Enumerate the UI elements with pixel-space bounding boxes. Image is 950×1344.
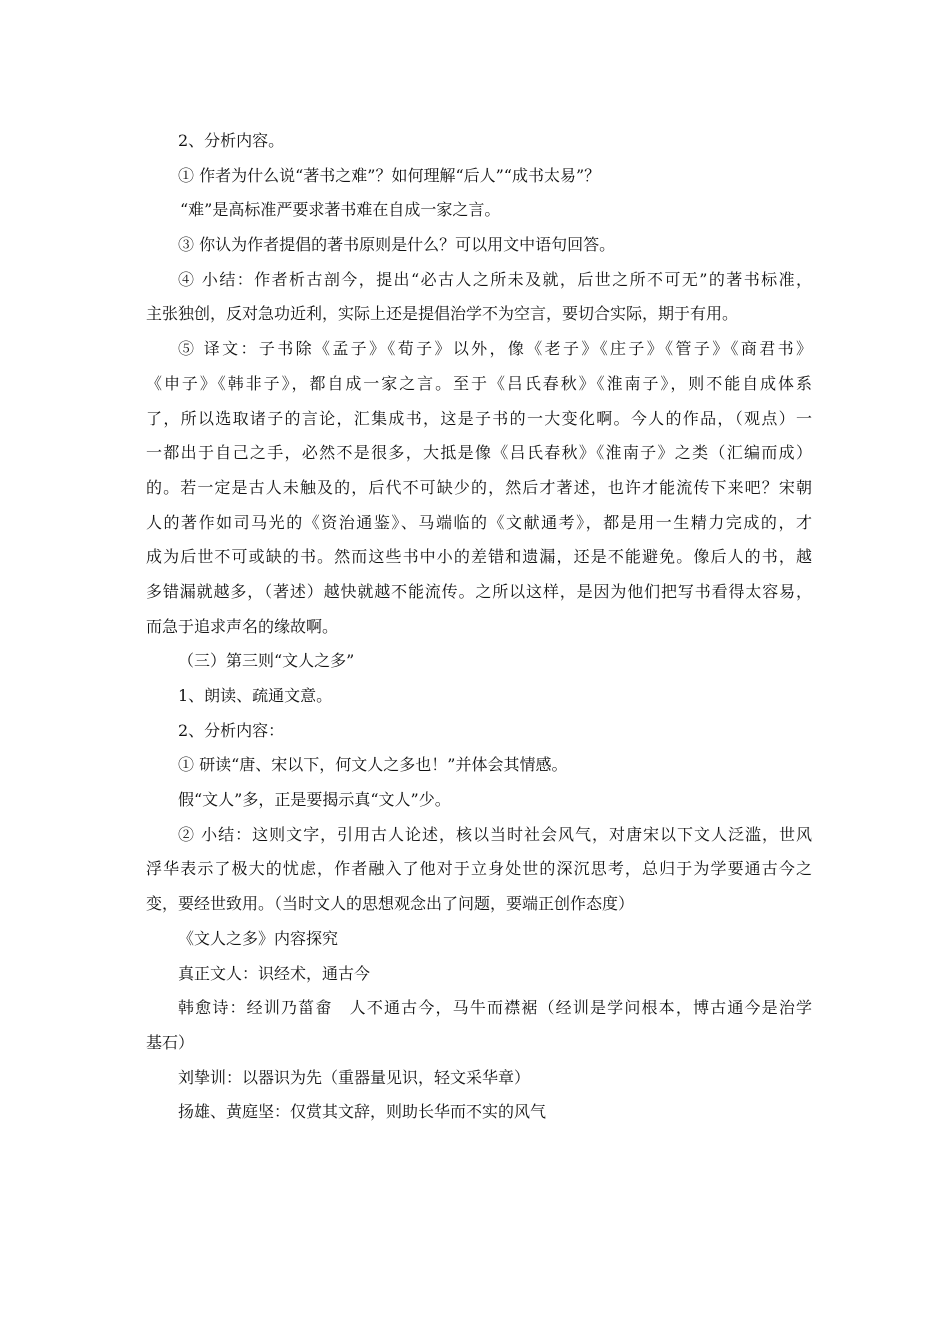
translation-line: 一都出于自己之手，必然不是很多，大抵是像《吕氏春秋》《淮南子》之类（汇编而成） — [146, 443, 812, 463]
summary-line: 变，要经世致用。（当时文人的思想观念出了问题，要端正创作态度） — [146, 894, 635, 914]
step-line: 1、朗读、疏通文意。 — [178, 686, 333, 705]
translation-line: 多错漏就越多，（著述）越快就越不能流传。之所以这样，是因为他们把写书看得太容易， — [146, 581, 812, 601]
answer-line: “难”是高标准严要求著书难在自成一家之言。 — [180, 200, 501, 220]
note-line: 扬雄、黄庭坚：仅赏其文辞，则助长华而不实的风气 — [178, 1102, 547, 1122]
summary-line: ② 小结：这则文字，引用古人论述，核以当时社会风气，对唐宋以下文人泛滥，世风 — [178, 824, 812, 844]
translation-line: 了，所以选取诸子的言论，汇集成书，这是子书的一大变化啊。今人的作品，（观点）一 — [146, 408, 812, 428]
subheading: 《文人之多》内容探究 — [178, 928, 339, 948]
translation-line: 人的著作如司马光的《资治通鉴》、马端临的《文献通考》，都是用一生精力完成的，才 — [146, 512, 812, 532]
translation-line: 成为后世不可或缺的书。然而这些书中小的差错和遗漏，还是不能避免。像后人的书，越 — [146, 547, 812, 567]
question-line: ③ 你认为作者提倡的著书原则是什么？可以用文中语句回答。 — [178, 235, 616, 255]
answer-line: 假“文人”多，正是要揭示真“文人”少。 — [178, 790, 451, 810]
translation-line: 《申子》《韩非子》，都自成一家之言。至于《吕氏春秋》《淮南子》，则不能自成体系 — [146, 373, 812, 393]
section-heading: 2、分析内容。 — [178, 131, 285, 150]
translation-line: 的。若一定是古人未触及的，后代不可缺少的，然后才著述，也许才能流传下来吧？宋朝 — [146, 477, 812, 497]
note-line: 基石） — [146, 1032, 195, 1052]
section-heading: （三）第三则“文人之多” — [178, 651, 355, 671]
summary-line: 主张独创，反对急功近利，实际上还是提倡治学不为空言，要切合实际，期于有用。 — [146, 304, 739, 324]
step-line: 2、分析内容： — [178, 720, 285, 740]
translation-line: ⑤ 译文：子书除《孟子》《荀子》以外，像《老子》《庄子》《管子》《商君书》 — [178, 339, 812, 359]
summary-line: 浮华表示了极大的忧虑，作者融入了他对于立身处世的深沉思考，总归于为学要通古今之 — [146, 859, 812, 879]
note-line: 韩愈诗：经训乃菑畲 人不通古今，马牛而襟裾（经训是学问根本，博古通今是治学 — [178, 998, 812, 1018]
summary-line: ④ 小结：作者析古剖今，提出“必古人之所未及就，后世之所不可无”的著书标准， — [178, 269, 812, 289]
document-body — [146, 124, 812, 1130]
note-line: 刘挚训：以器识为先（重器量见识，轻文采华章） — [178, 1067, 531, 1087]
translation-line: 而急于追求声名的缘故啊。 — [146, 616, 339, 636]
question-line: ① 研读“唐、宋以下，何文人之多也！”并体会其情感。 — [178, 755, 568, 775]
note-line: 真正文人：识经术，通古今 — [178, 963, 371, 983]
question-line: ① 作者为什么说“著书之难”？如何理解“后人”“成书太易”？ — [178, 165, 601, 185]
